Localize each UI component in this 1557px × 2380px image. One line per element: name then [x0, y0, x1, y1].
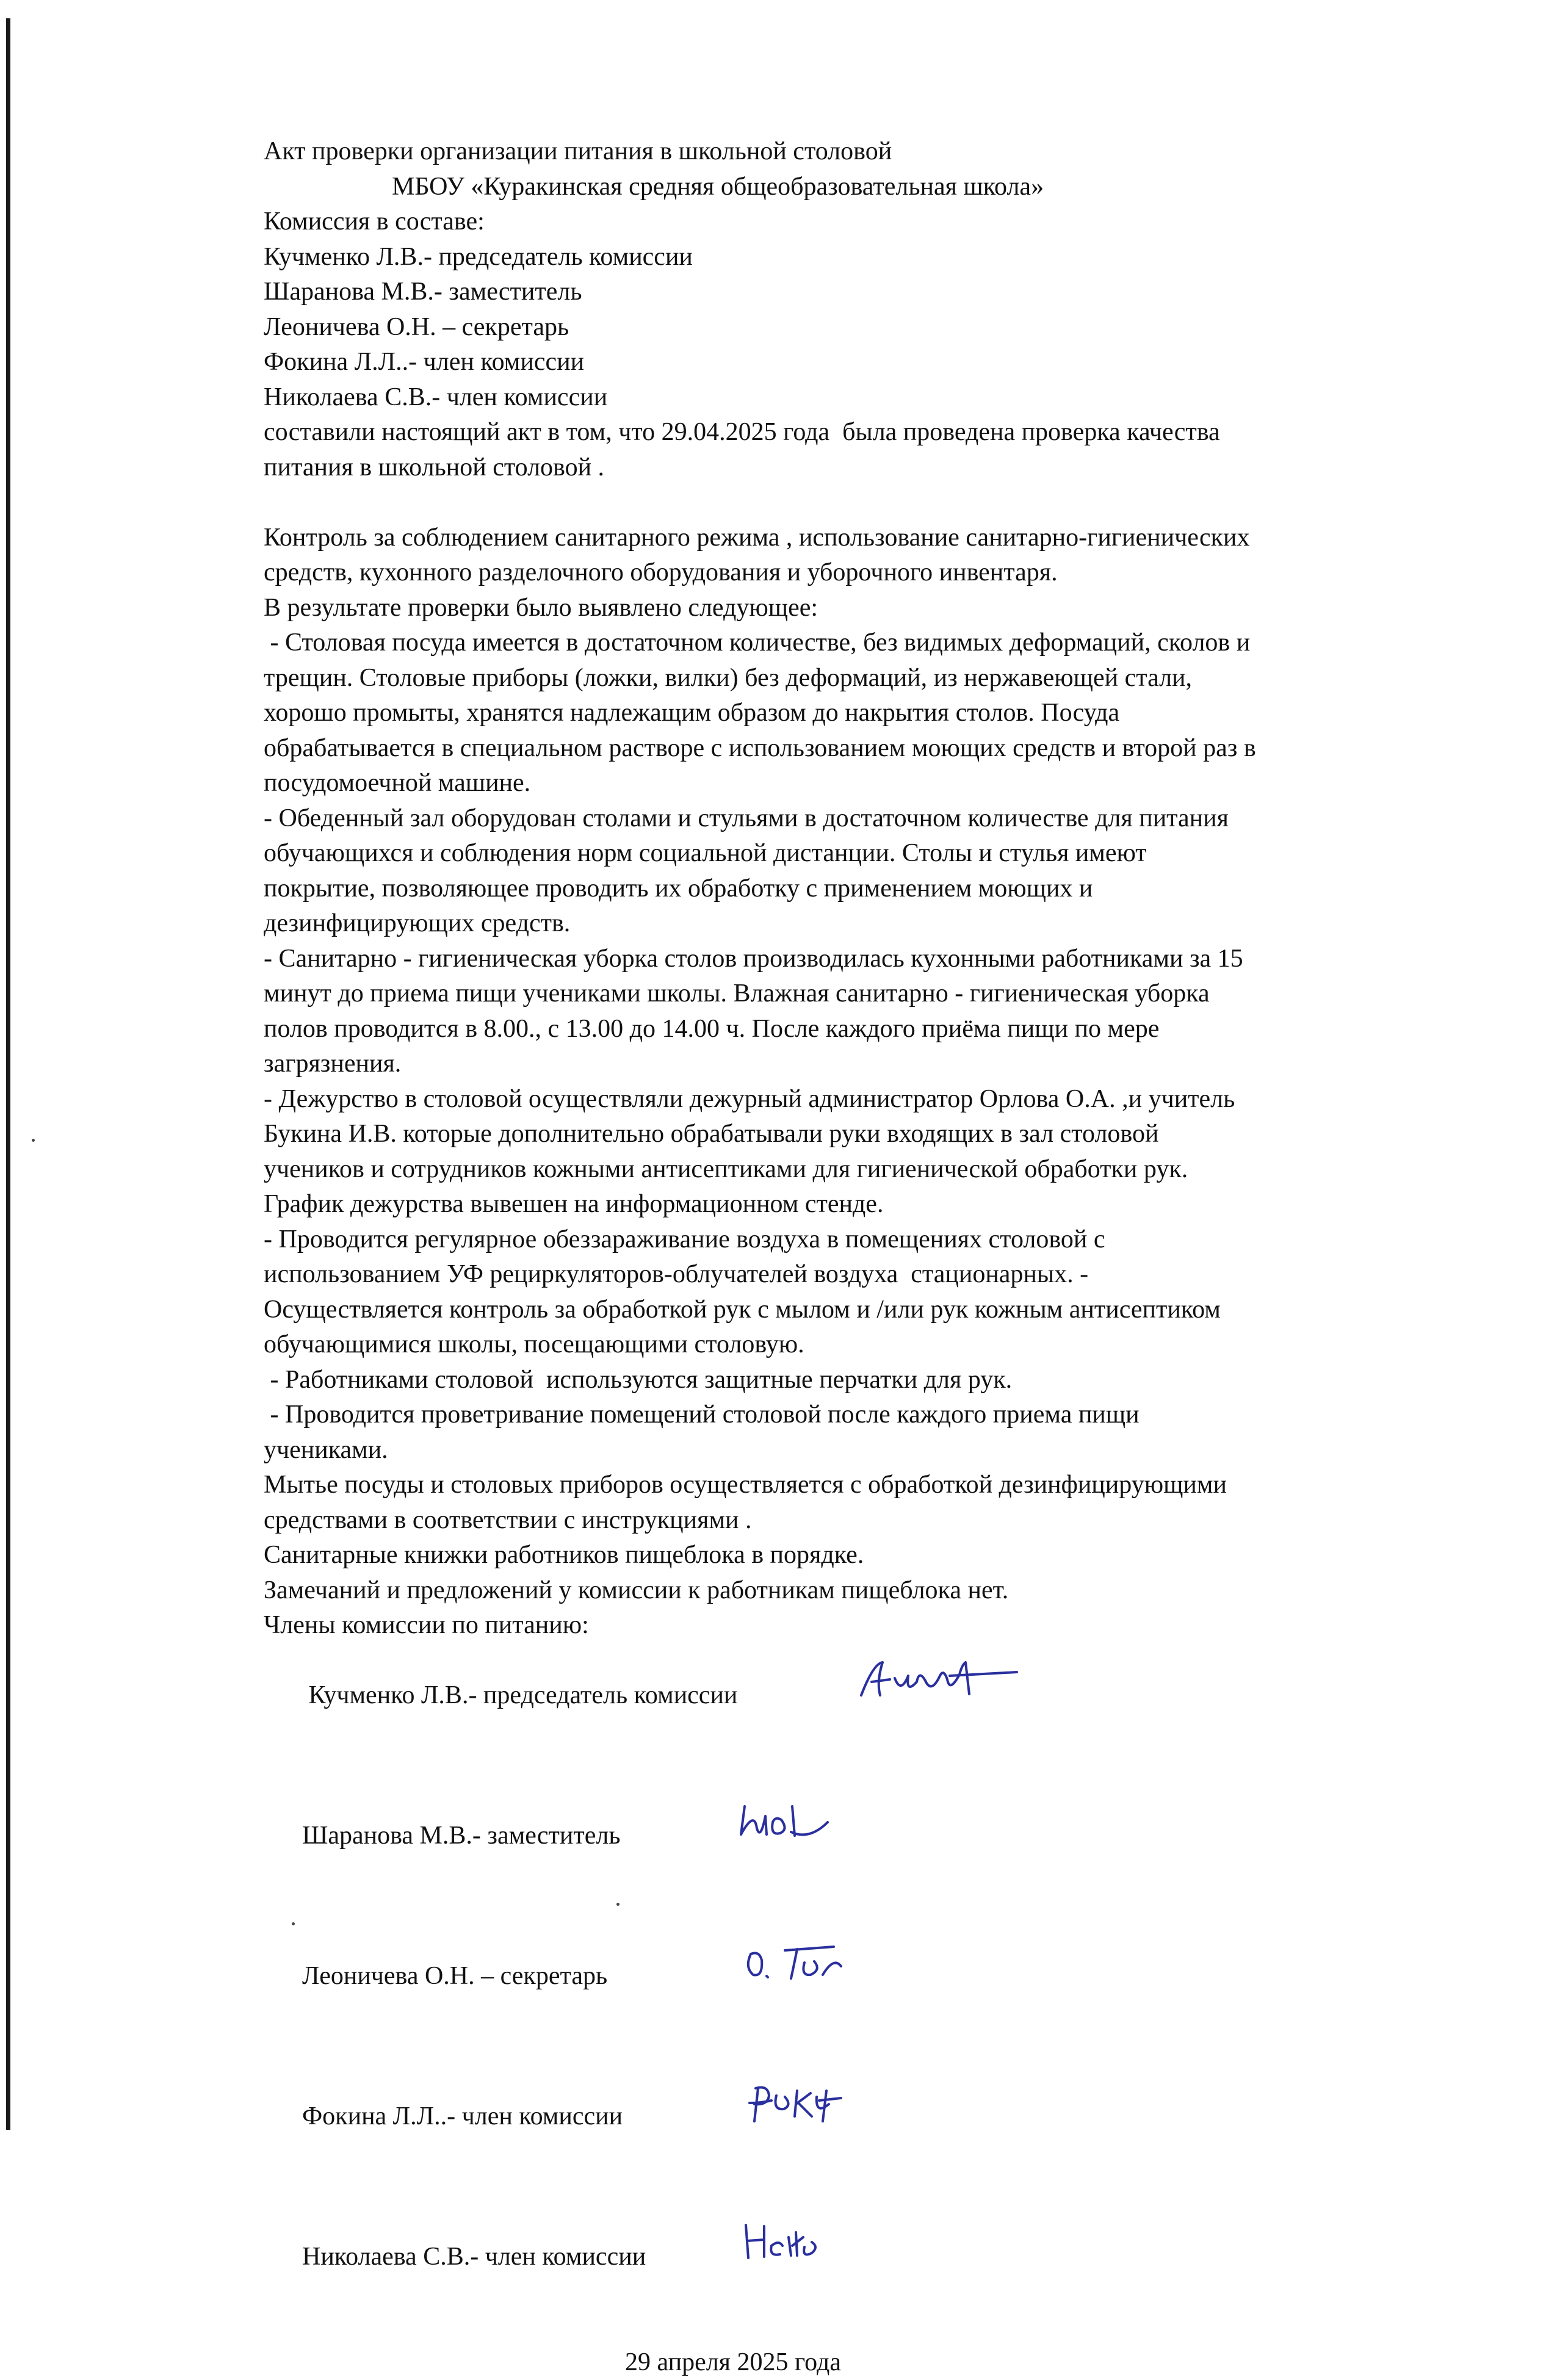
handwritten-signature	[685, 1763, 834, 1892]
paragraph-line: - Обеденный зал оборудован столами и стульями в достаточном количестве для питания	[264, 801, 1460, 837]
commission-member: Шаранова М.В.- заместитель	[264, 275, 1460, 310]
paragraph-line: составили настоящий акт в том, что 29.04.2025 года была проведена проверка качества	[264, 415, 1460, 450]
signature-line-text: Кучменко Л.В.- председатель комиссии	[302, 1681, 737, 1709]
paragraph-line: обрабатывается в специальном растворе с использованием моющих средств и второй раз в	[264, 731, 1460, 766]
signature-line-text: Леоничева О.Н. – секретарь	[302, 1962, 607, 1990]
commission-member: Николаева С.В.- член комиссии	[264, 380, 1460, 416]
paragraph-line: - Работниками столовой используются защитные перчатки для рук.	[264, 1363, 1460, 1398]
findings-section	[264, 626, 1460, 1608]
paragraph-line: покрытие, позволяющее проводить их обработку с применением моющих и	[264, 871, 1460, 907]
paragraph-line: трещин. Столовые приборы (ложки, вилки) без деформаций, из нержавеющей стали,	[264, 661, 1460, 696]
paragraph-line: - Санитарно - гигиеническая уборка столов производилась кухонными работниками за 15	[264, 942, 1460, 977]
paragraph-line: загрязнения.	[264, 1047, 1460, 1082]
paragraph-line: минут до приема пищи учениками школы. Влажная санитарно - гигиеническая уборка	[264, 976, 1460, 1012]
commission-member: Леоничева О.Н. – секретарь	[264, 310, 1460, 345]
paragraph-line: использованием УФ рециркуляторов-облучателей воздуха стационарных. -	[264, 1257, 1460, 1293]
document-date: 29 апреля 2025 года	[264, 2345, 1460, 2380]
handwritten-signature	[685, 2184, 846, 2313]
paragraph-line: Замечаний и предложений у комиссии к работникам пищеблока нет.	[264, 1573, 1460, 1609]
paragraph-line: График дежурства вывешен на информационном стенде.	[264, 1187, 1460, 1222]
control-paragraph	[264, 521, 1460, 626]
paragraph-line: - Дежурство в столовой осуществляли дежурный администратор Орлова О.А. ,и учитель	[264, 1082, 1460, 1117]
paragraph-line: обучающимися школы, посещающими столовую.	[264, 1327, 1460, 1363]
signature-row	[264, 2064, 1460, 2205]
paragraph-line: питания в школьной столовой .	[264, 450, 1460, 486]
document-subtitle: МБОУ «Куракинская средняя общеобразовательная школа»	[264, 170, 1460, 205]
intro-paragraph	[264, 415, 1460, 485]
blank-line	[264, 485, 1460, 521]
paragraph-line: - Столовая посуда имеется в достаточном количестве, без видимых деформаций, сколов и	[264, 626, 1460, 661]
paragraph-line: средств, кухонного разделочного оборудования и уборочного инвентаря.	[264, 555, 1460, 591]
paragraph-line: Букина И.В. которые дополнительно обрабатывали руки входящих в зал столовой	[264, 1117, 1460, 1152]
paragraph-line: Осуществляется контроль за обработкой рук с мылом и /или рук кожным антисептиком	[264, 1293, 1460, 1328]
paragraph-line: Контроль за соблюдением санитарного режима , использование санитарно-гигиенических	[264, 521, 1460, 556]
paragraph-line: учеников и сотрудников кожными антисептиками для гигиенической обработки рук.	[264, 1152, 1460, 1188]
commission-heading: Комиссия в составе:	[264, 204, 1460, 240]
paragraph-line: В результате проверки было выявлено следующее:	[264, 591, 1460, 626]
paragraph-line: - Проводится проветривание помещений столовой после каждого приема пищи	[264, 1397, 1460, 1433]
paragraph-line: Мытье посуды и столовых приборов осуществляется с обработкой дезинфицирующими	[264, 1468, 1460, 1503]
paragraph-line: посудомоечной машине.	[264, 766, 1460, 801]
signature-row	[264, 1643, 1460, 1784]
paragraph-line: учениками.	[264, 1433, 1460, 1468]
signature-row	[264, 1924, 1460, 2064]
paragraph-line: обучающихся и соблюдения норм социальной дистанции. Столы и стулья имеют	[264, 836, 1460, 871]
scan-edge	[6, 18, 10, 2130]
signatures-block	[264, 1643, 1460, 2345]
signature-line-text: Шаранова М.В.- заместитель	[302, 1822, 620, 1850]
handwritten-signature	[691, 1903, 852, 2033]
scan-speck	[32, 1139, 35, 1142]
signature-line-text: Фокина Л.Л..- член комиссии	[302, 2102, 623, 2130]
handwritten-signature	[807, 1623, 1023, 1752]
commission-members-list	[264, 240, 1460, 416]
signature-row	[264, 1784, 1460, 1924]
paragraph-line: средствами в соответствии с инструкциями .	[264, 1503, 1460, 1538]
paragraph-line: Санитарные книжки работников пищеблока в порядке.	[264, 1538, 1460, 1573]
paragraph-line: дезинфицирующих средств.	[264, 906, 1460, 942]
document-title: Акт проверки организации питания в школьной столовой	[264, 134, 1460, 170]
handwritten-signature	[692, 2044, 853, 2173]
paragraph-line: полов проводится в 8.00., с 13.00 до 14.00 ч. После каждого приёма пищи по мере	[264, 1012, 1460, 1047]
paragraph-line: - Проводится регулярное обеззараживание воздуха в помещениях столовой с	[264, 1222, 1460, 1258]
commission-member: Фокина Л.Л..- член комиссии	[264, 345, 1460, 380]
commission-member: Кучменко Л.В.- председатель комиссии	[264, 240, 1460, 275]
paragraph-line: хорошо промыты, хранятся надлежащим образом до накрытия столов. Посуда	[264, 696, 1460, 731]
signatures-heading: Члены комиссии по питанию:	[264, 1608, 1460, 1643]
act-document	[264, 134, 1460, 2380]
signature-line-text: Николаева С.В.- член комиссии	[302, 2243, 646, 2271]
signature-row	[264, 2205, 1460, 2345]
